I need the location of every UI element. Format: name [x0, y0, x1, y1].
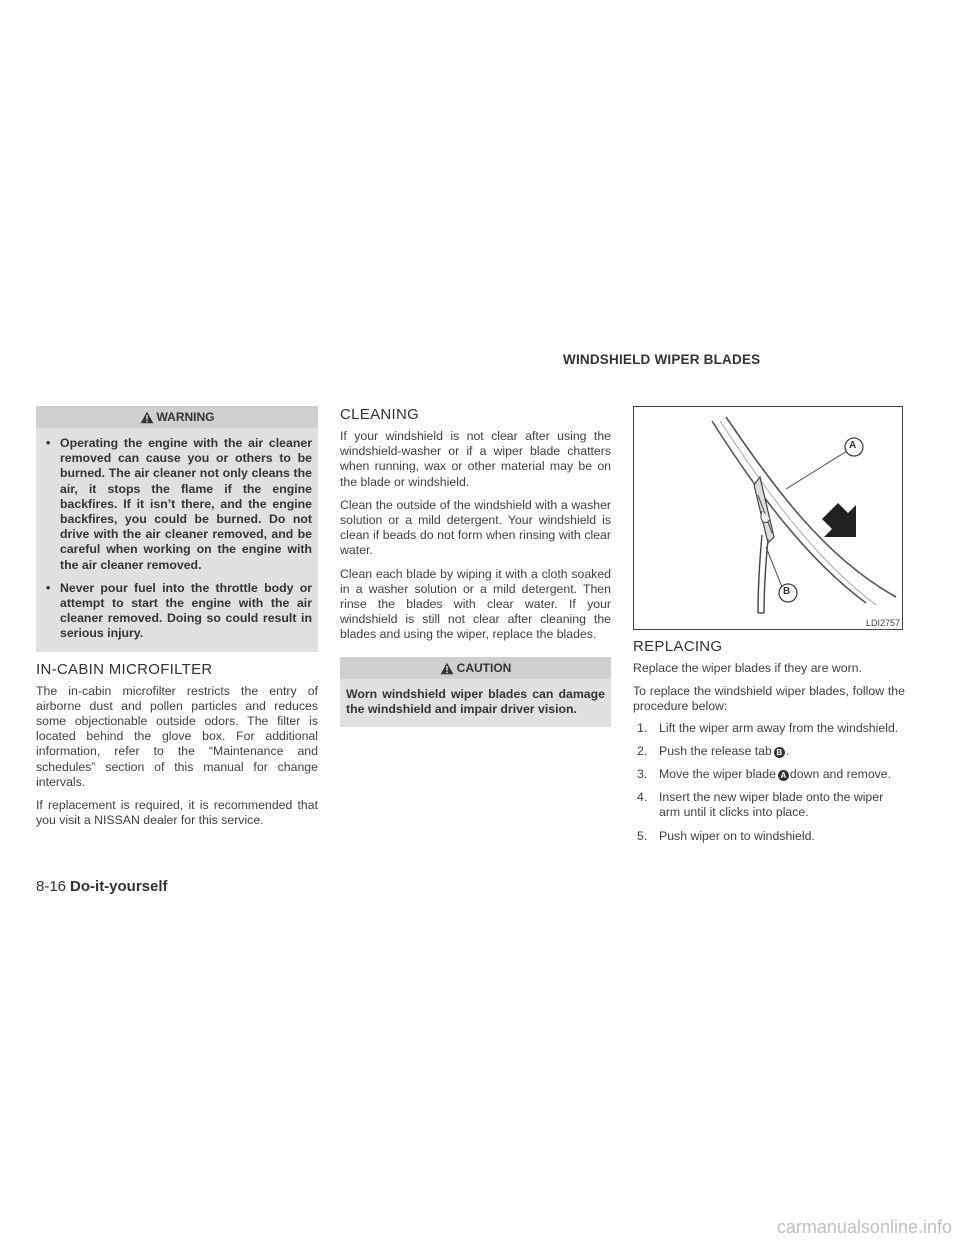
cleaning-heading: CLEANING: [340, 406, 420, 423]
step-text: Push wiper on to windshield.: [659, 828, 815, 843]
step-text: Move the wiper blade: [659, 767, 776, 782]
callout-a-label: A: [849, 440, 857, 451]
microfilter-heading: IN-CABIN MICROFILTER: [36, 660, 213, 678]
step-text: Push the release tab: [659, 743, 772, 758]
bullet: •: [46, 436, 51, 450]
callout-b-label: B: [783, 586, 791, 597]
step-item: [633, 744, 905, 759]
step-number: 4.: [637, 790, 648, 805]
warning-item: [42, 581, 312, 642]
step-text: .: [785, 743, 790, 758]
caution-box: [340, 657, 611, 727]
figure-code: LDI2757: [865, 618, 900, 628]
step-text: down and remove.: [789, 767, 892, 782]
step-number: 3.: [637, 767, 648, 782]
caution-header: [340, 657, 611, 679]
step-number: 5.: [637, 828, 648, 843]
column-right: [633, 406, 905, 852]
warning-item: [42, 436, 312, 573]
page-number: 8-16: [36, 878, 67, 895]
column-middle: [340, 406, 611, 727]
cleaning-paragraph: Clean the outside of the windshield with a washer solution or a mild detergent. Your windshield is clean if beads do not form when rinsing with clear water.: [340, 497, 611, 558]
step-number: 2.: [637, 743, 648, 758]
replacing-intro: To replace the windshield wiper blades, follow the procedure below:: [633, 684, 905, 714]
step-number: 1.: [637, 720, 648, 735]
callout-b-icon: B: [774, 747, 785, 758]
microfilter-paragraph: The in-cabin microfilter restricts the entry of airborne dust and pollen particles and reduces some objectionable outside odors. The filter is located behind the glove box. For additional information, refer to the “Maintenance and schedules” section of this manual for change intervals.: [36, 683, 318, 789]
replacing-steps: [633, 721, 905, 844]
section-title: WINDSHIELD WIPER BLADES: [563, 352, 761, 367]
replacing-intro: Replace the wiper blades if they are worn.: [633, 661, 862, 675]
warning-item-text: Never pour fuel into the throttle body or attempt to start the engine with the air cleaner removed. Doing so could result in serious injury.: [60, 580, 312, 641]
caution-heading: CAUTION: [456, 660, 512, 675]
watermark: carmanualsonline.info: [776, 1217, 952, 1237]
wiper-blade-figure: [633, 406, 903, 630]
warning-heading: WARNING: [156, 410, 215, 424]
step-item: [633, 767, 905, 782]
step-item: [633, 829, 905, 844]
step-item: [633, 790, 905, 820]
caution-triangle-icon: [440, 662, 454, 675]
step-text: Insert the new wiper blade onto the wiper arm until it clicks into place.: [659, 790, 884, 820]
step-item: [633, 721, 905, 736]
warning-item-text: Operating the engine with the air cleaner removed can cause you or others to be burned. The air cleaner not only cleans the air, it stops the flame if the engine backfires. If it isn’t there, and the engine backfires, you could be burned. Do not drive with the air cleaner removed, and be careful when working on the engine with the air cleaner removed.: [60, 436, 312, 572]
cleaning-paragraph: If your windshield is not clear after using the windshield-washer or if a wiper blade chatters when running, wax or other material may be on the blade or windshield.: [340, 429, 611, 489]
warning-triangle-icon: [140, 411, 154, 424]
replacing-heading: REPLACING: [633, 638, 723, 655]
warning-box: [36, 406, 318, 652]
warning-body: [36, 428, 318, 652]
microfilter-paragraph: If replacement is required, it is recommended that you visit a NISSAN dealer for this service.: [36, 798, 318, 828]
bullet: •: [46, 580, 51, 595]
caution-text: Worn windshield wiper blades can damage the windshield and impair driver vision.: [346, 686, 605, 716]
column-left: [36, 406, 318, 828]
warning-header: [36, 406, 318, 428]
step-text: Lift the wiper arm away from the windshield.: [659, 720, 899, 735]
cleaning-paragraph: Clean each blade by wiping it with a cloth soaked in a washer solution or a mild detergent. Then rinse the blades with clear water. If your windshield is still not clear after cleaning the blades and using the wiper, replace the blades.: [340, 566, 611, 642]
wiper-illustration: [634, 407, 902, 629]
page-footer: [36, 878, 168, 895]
footer-section: Do-it-yourself: [70, 878, 168, 895]
callout-a-icon: A: [778, 770, 789, 781]
